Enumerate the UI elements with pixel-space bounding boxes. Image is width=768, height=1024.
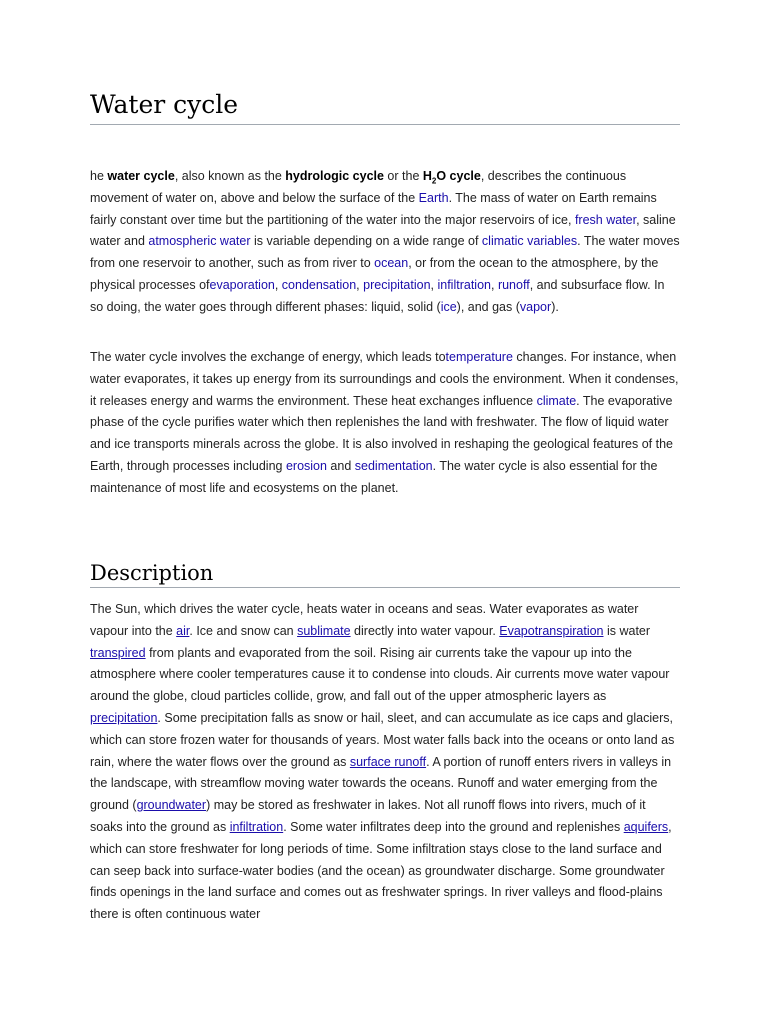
section-heading-description: Description — [90, 559, 680, 588]
link-transpired[interactable]: transpired — [90, 645, 146, 660]
link-atmospheric-water[interactable]: atmospheric water — [148, 234, 251, 249]
link-evaporation[interactable]: evaporation — [209, 277, 275, 292]
energy-paragraph: The water cycle involves the exchange of energy, which leads totemperature changes. For instance, when water evaporates, it takes up energy from its surroundings and cools the environment. When it condenses, it releases energy and warms the environment. These heat exchanges influence climate. The evaporative phase of the cycle purifies water which then replenishes the land with freshwater. The flow of liquid water and ice transports minerals across the globe. It is also involved in reshaping the geological features of the Earth, through processes including erosion and sedimentation. The water cycle is also essential for the maintenance of most life and ecosystems on the planet. — [90, 350, 679, 495]
intro-paragraph: he water cycle, also known as the hydrologic cycle or the $H_2O$ cycle, describes the continuous movement of water on, above and below the surface of the Earth. The mass of water on Earth remains fairly constant over time but the partitioning of the water into the major reservoirs of ice, fresh water, saline water and atmospheric water is variable depending on a wide range of climatic variables. The water moves from one reservoir to another, such as from river to ocean, or from the ocean to the atmosphere, by the physical processes ofevaporation, condensation, precipitation, infiltration, runoff, and subsurface flow. In so doing, the water goes through different phases: liquid, solid (ice), and gas (vapor). — [90, 169, 680, 314]
link-earth[interactable]: Earth — [418, 190, 449, 205]
link-surface-runoff[interactable]: surface runoff — [349, 754, 427, 769]
link-fresh-water[interactable]: fresh water — [574, 212, 637, 227]
description-paragraph: The Sun, which drives the water cycle, heats water in oceans and seas. Water evaporates as water vapour into the air. Ice and snow can sublimate directly into water vapour. Evapotranspiration is water transpired from plants and evaporated from the soil. Rising air currents take the vapour up into the atmosphere where cooler temperatures cause it to condense into clouds. Air currents move water vapour around the globe, cloud particles collide, grow, and fall out of the upper atmospheric layers as precipitation. Some precipitation falls as snow or hail, sleet, and can accumulate as ice caps and glaciers, which can store frozen water for thousands of years. Most water falls back into the oceans or onto land as rain, where the water flows over the ground as surface runoff. A portion of runoff enters rivers in valleys in the landscape, with streamflow moving water towards the oceans. Runoff and water emerging from the ground (groundwater) may be stored as freshwater in lakes. Not all runoff flows into rivers, much of it soaks into the ground as infiltration. Some water infiltrates deep into the ground and replenishes aquifers, which can store freshwater for long periods of time. Some infiltration stays close to the land surface and can seep back into surface-water bodies (and the ocean) as groundwater discharge. Some groundwater finds openings in the land surface and comes out as freshwater springs. In river valleys and flood-plains there is often continuous water — [90, 602, 675, 922]
link-erosion[interactable]: erosion — [285, 458, 327, 473]
link-sedimentation[interactable]: sedimentation — [354, 458, 433, 473]
link-sublimate[interactable]: sublimate — [297, 623, 351, 638]
link-climatic-variables[interactable]: climatic variables — [481, 234, 578, 249]
link-precipitation[interactable]: precipitation — [363, 277, 431, 292]
link-infiltration[interactable]: infiltration — [437, 277, 491, 292]
link-evapotranspiration[interactable]: Evapotranspiration — [499, 623, 604, 638]
link-ice[interactable]: ice — [440, 299, 457, 314]
link-groundwater[interactable]: groundwater — [136, 798, 207, 813]
page-title: Water cycle — [90, 88, 680, 125]
link-infiltration-desc[interactable]: infiltration — [229, 819, 284, 834]
link-vapor[interactable]: vapor — [519, 299, 552, 314]
link-ocean[interactable]: ocean — [374, 256, 409, 271]
link-temperature[interactable]: temperature — [445, 350, 513, 364]
link-precipitation-desc[interactable]: precipitation — [90, 710, 158, 725]
link-runoff[interactable]: runoff — [497, 277, 530, 292]
link-air[interactable]: air — [176, 623, 190, 638]
link-condensation[interactable]: condensation — [281, 277, 357, 292]
link-climate[interactable]: climate — [536, 393, 577, 408]
link-aquifers[interactable]: aquifers — [623, 819, 669, 834]
